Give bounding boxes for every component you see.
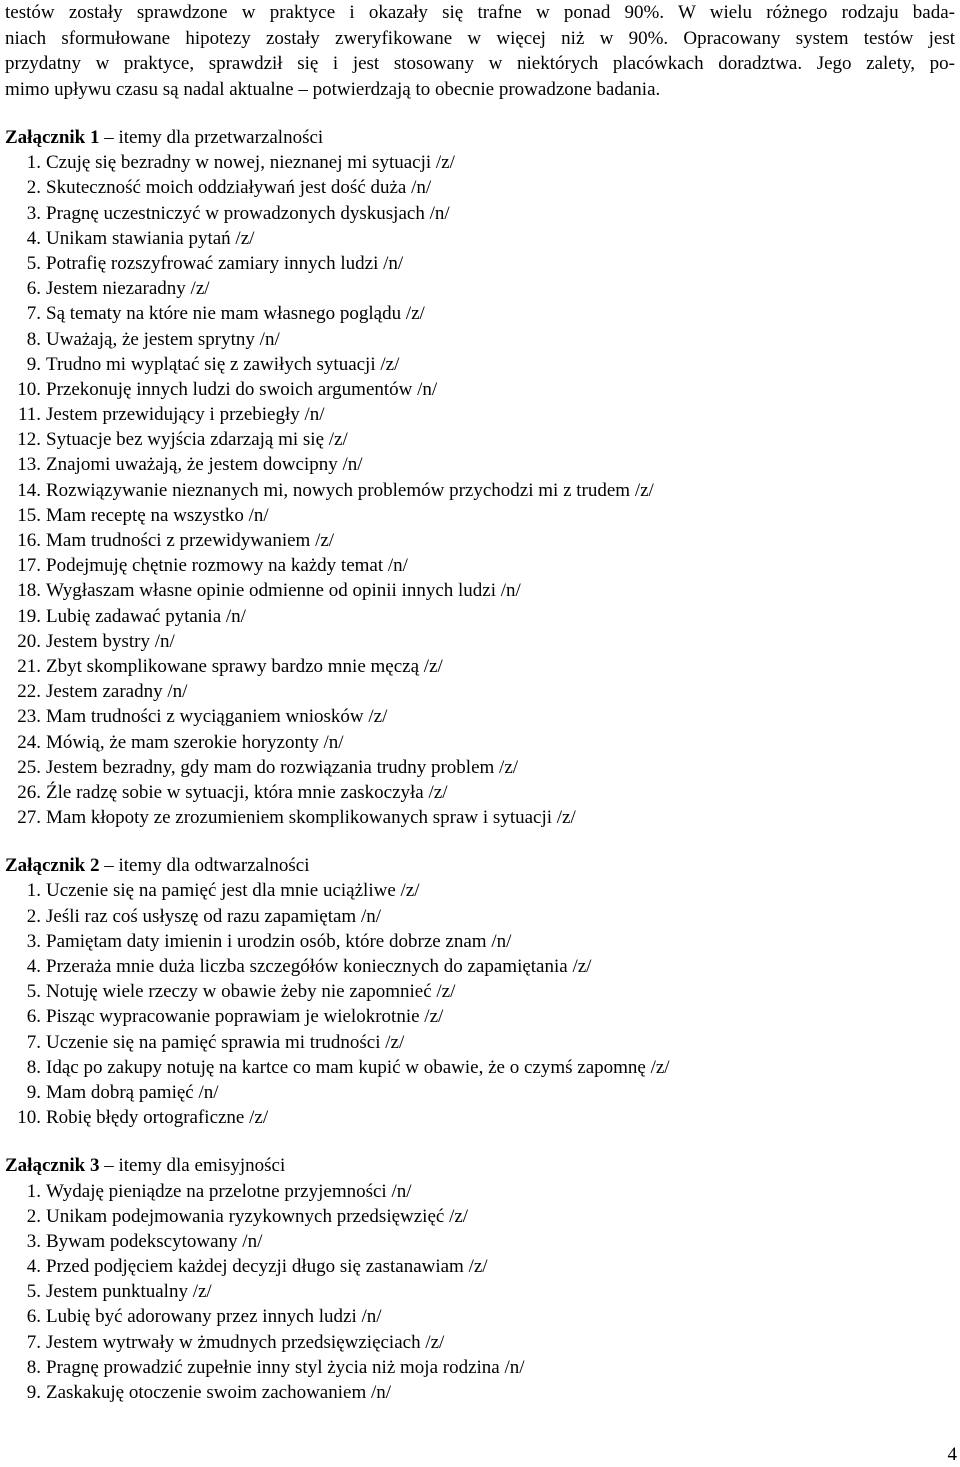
item-number: 8. <box>26 328 41 350</box>
item-text: Bywam podekscytowany /n/ <box>46 1230 263 1252</box>
section-label: Załącznik 3 <box>5 1155 100 1177</box>
document-page <box>5 0 955 1405</box>
list-item <box>5 878 955 903</box>
item-number: 15. <box>17 504 41 526</box>
item-text: Wydaję pieniądze na przelotne przyjemności /n/ <box>46 1180 412 1202</box>
item-number: 23. <box>17 706 41 728</box>
item-text: Mam kłopoty ze zrozumieniem skomplikowanych spraw i sytuacji /z/ <box>46 807 576 829</box>
list-item <box>5 276 955 301</box>
list-item <box>5 929 955 954</box>
item-text: Skuteczność moich oddziaływań jest dość duża /n/ <box>46 177 432 199</box>
item-text: Mam receptę na wszystko /n/ <box>46 504 269 526</box>
item-text: Uczenie się na pamięć jest dla mnie uciążliwe /z/ <box>46 880 420 902</box>
list-item <box>5 1004 955 1029</box>
item-number: 27. <box>17 807 41 829</box>
item-number: 13. <box>17 454 41 476</box>
item-text: Są tematy na które nie mam własnego poglądu /z/ <box>46 303 425 325</box>
list-item <box>5 1179 955 1204</box>
item-number: 6. <box>26 1306 41 1328</box>
item-text: Mówią, że mam szerokie horyzonty /n/ <box>46 731 344 753</box>
list-item <box>5 904 955 929</box>
item-number: 7. <box>26 303 41 325</box>
list-item <box>5 780 955 805</box>
list-item <box>5 226 955 251</box>
item-text: Mam dobrą pamięć /n/ <box>46 1081 219 1103</box>
list-item <box>5 1304 955 1329</box>
section-title: – itemy dla przetwarzalności <box>99 127 324 148</box>
list-item <box>5 1055 955 1080</box>
list-item <box>5 478 955 503</box>
item-number: 2. <box>26 177 41 199</box>
list-item <box>5 327 955 352</box>
item-text: Unikam podejmowania ryzykownych przedsięwzięć /z/ <box>46 1205 469 1227</box>
section-heading <box>5 125 955 150</box>
item-number: 7. <box>26 1031 41 1053</box>
item-text: Jestem niezaradny /z/ <box>46 278 210 300</box>
item-number: 3. <box>26 202 41 224</box>
section-heading <box>5 1153 955 1178</box>
list-item <box>5 352 955 377</box>
list-item <box>5 553 955 578</box>
list-item <box>5 679 955 704</box>
list-item <box>5 805 955 830</box>
list-item <box>5 528 955 553</box>
item-text: Jestem bezradny, gdy mam do rozwiązania trudny problem /z/ <box>46 756 519 778</box>
item-number: 20. <box>17 630 41 652</box>
item-number: 17. <box>17 555 41 577</box>
item-text: Jestem bystry /n/ <box>46 630 175 652</box>
appendix-section <box>5 1153 955 1405</box>
item-number: 18. <box>17 580 41 602</box>
list-item <box>5 201 955 226</box>
item-text: Mam trudności z przewidywaniem /z/ <box>46 530 335 551</box>
list-item <box>5 377 955 402</box>
list-item <box>5 954 955 979</box>
item-number: 6. <box>26 278 41 300</box>
item-number: 12. <box>17 429 41 451</box>
item-number: 8. <box>26 1056 41 1078</box>
list-item <box>5 402 955 427</box>
list-item <box>5 301 955 326</box>
item-number: 4. <box>26 227 41 249</box>
list-item <box>5 1254 955 1279</box>
list-item <box>5 452 955 477</box>
section-heading <box>5 853 955 878</box>
list-item <box>5 175 955 200</box>
section-title: – itemy dla emisyjności <box>99 1155 286 1177</box>
intro-line: niach sformułowane hipotezy zostały zweryfikowane w więcej niż w 90%. Opracowany system testów jest <box>5 27 955 49</box>
list-item <box>5 755 955 780</box>
item-text: Unikam stawiania pytań /z/ <box>46 227 255 249</box>
item-number: 2. <box>26 905 41 927</box>
list-item <box>5 629 955 654</box>
appendix-section <box>5 125 955 830</box>
section-label: Załącznik 2 <box>5 855 100 877</box>
item-text: Źle radzę sobie w sytuacji, która mnie zaskoczyła /z/ <box>46 781 448 803</box>
list-item <box>5 654 955 679</box>
item-text: Pragnę uczestniczyć w prowadzonych dyskusjach /n/ <box>46 202 450 224</box>
item-text: Trudno mi wyplątać się z zawiłych sytuacji /z/ <box>46 353 400 375</box>
item-number: 9. <box>26 353 41 375</box>
item-text: Przed podjęciem każdej decyzji długo się zastanawiam /z/ <box>46 1256 488 1278</box>
list-item <box>5 979 955 1004</box>
item-text: Idąc po zakupy notuję na kartce co mam kupić w obawie, że o czymś zapomnę /z/ <box>46 1056 670 1078</box>
item-number: 16. <box>17 530 41 551</box>
item-number: 6. <box>26 1006 41 1028</box>
list-item <box>5 604 955 629</box>
item-number: 14. <box>17 479 41 501</box>
list-item <box>5 1030 955 1055</box>
section-label: Załącznik 1 <box>5 127 100 148</box>
item-number: 2. <box>26 1205 41 1227</box>
item-number: 9. <box>26 1081 41 1103</box>
item-number: 4. <box>26 1256 41 1278</box>
item-number: 1. <box>26 1180 41 1202</box>
item-text: Sytuacje bez wyjścia zdarzają mi się /z/ <box>46 429 348 451</box>
item-text: Lubię zadawać pytania /n/ <box>46 605 246 627</box>
item-number: 9. <box>26 1382 41 1403</box>
intro-line: testów zostały sprawdzone w praktyce i okazały się trafne w ponad 90%. W wielu różnego rodzaju bada- <box>5 2 955 23</box>
item-text: Podejmuję chętnie rozmowy na każdy temat /n/ <box>46 555 408 577</box>
item-number: 4. <box>26 956 41 977</box>
list-item <box>5 150 955 175</box>
list-item <box>5 427 955 452</box>
item-text: Mam trudności z wyciąganiem wniosków /z/ <box>46 706 388 728</box>
item-number: 3. <box>26 930 41 952</box>
item-text: Pragnę prowadzić zupełnie inny styl życia niż moja rodzina /n/ <box>46 1356 525 1378</box>
item-text: Przeraża mnie duża liczba szczegółów koniecznych do zapamiętania /z/ <box>46 956 592 977</box>
list-item <box>5 1080 955 1105</box>
item-number: 19. <box>17 605 41 627</box>
appendix-sections <box>5 125 955 1405</box>
list-item <box>5 503 955 528</box>
intro-paragraph <box>5 0 955 102</box>
item-text: Uważają, że jestem sprytny /n/ <box>46 328 280 350</box>
item-text: Czuję się bezradny w nowej, nieznanej mi sytuacji /z/ <box>46 152 455 174</box>
item-text: Jestem przewidujący i przebiegły /n/ <box>46 404 325 426</box>
list-item <box>5 1279 955 1304</box>
item-text: Potrafię rozszyfrować zamiary innych ludzi /n/ <box>46 252 404 274</box>
item-text: Uczenie się na pamięć sprawia mi trudności /z/ <box>46 1031 405 1053</box>
item-number: 24. <box>17 731 41 753</box>
item-number: 26. <box>17 781 41 803</box>
item-text: Jestem punktualny /z/ <box>46 1281 212 1303</box>
list-item <box>5 1355 955 1380</box>
page-number: 4 <box>947 1444 957 1465</box>
item-text: Znajomi uważają, że jestem dowcipny /n/ <box>46 454 363 476</box>
item-number: 11. <box>17 404 41 426</box>
item-number: 10. <box>17 378 41 400</box>
list-item <box>5 704 955 729</box>
item-text: Jeśli raz coś usłyszę od razu zapamiętam /n/ <box>46 905 382 927</box>
intro-line: mimo upływu czasu są nadal aktualne – potwierdzają to obecnie prowadzone badania. <box>5 78 661 100</box>
item-text: Jestem wytrwały w żmudnych przedsięwzięciach /z/ <box>46 1331 445 1353</box>
item-text: Przekonuję innych ludzi do swoich argumentów /n/ <box>46 378 438 400</box>
item-text: Pamiętam daty imienin i urodzin osób, które dobrze znam /n/ <box>46 930 512 952</box>
item-text: Zbyt skomplikowane sprawy bardzo mnie męczą /z/ <box>46 655 443 677</box>
item-number: 5. <box>26 981 41 1003</box>
item-text: Pisząc wypracowanie poprawiam je wielokrotnie /z/ <box>46 1006 444 1028</box>
item-number: 25. <box>17 756 41 778</box>
list-item <box>5 730 955 755</box>
intro-line: przydatny w praktyce, sprawdził się i jest stosowany w niektórych placówkach doradztwa. Jego zalety, po- <box>5 53 955 74</box>
item-text: Rozwiązywanie nieznanych mi, nowych problemów przychodzi mi z trudem /z/ <box>46 479 654 501</box>
list-item <box>5 1330 955 1355</box>
list-item <box>5 1204 955 1229</box>
item-number: 3. <box>26 1230 41 1252</box>
item-number: 7. <box>26 1331 41 1353</box>
list-item <box>5 251 955 276</box>
section-title: – itemy dla odtwarzalności <box>99 855 310 877</box>
appendix-section <box>5 853 955 1130</box>
item-number: 8. <box>26 1356 41 1378</box>
item-number: 1. <box>26 880 41 902</box>
item-number: 1. <box>26 152 41 174</box>
item-text: Jestem zaradny /n/ <box>46 681 188 703</box>
item-number: 5. <box>26 252 41 274</box>
item-text: Notuję wiele rzeczy w obawie żeby nie zapomnieć /z/ <box>46 981 456 1003</box>
item-number: 22. <box>17 681 41 703</box>
item-text: Zaskakuję otoczenie swoim zachowaniem /n/ <box>46 1382 392 1403</box>
list-item <box>5 1229 955 1254</box>
item-number: 21. <box>17 655 41 677</box>
item-text: Robię błędy ortograficzne /z/ <box>46 1107 269 1129</box>
item-number: 5. <box>26 1281 41 1303</box>
item-number: 10. <box>17 1107 41 1129</box>
list-item <box>5 1105 955 1130</box>
list-item <box>5 578 955 603</box>
item-text: Wygłaszam własne opinie odmienne od opinii innych ludzi /n/ <box>46 580 521 602</box>
item-text: Lubię być adorowany przez innych ludzi /n/ <box>46 1306 382 1328</box>
list-item <box>5 1380 955 1405</box>
